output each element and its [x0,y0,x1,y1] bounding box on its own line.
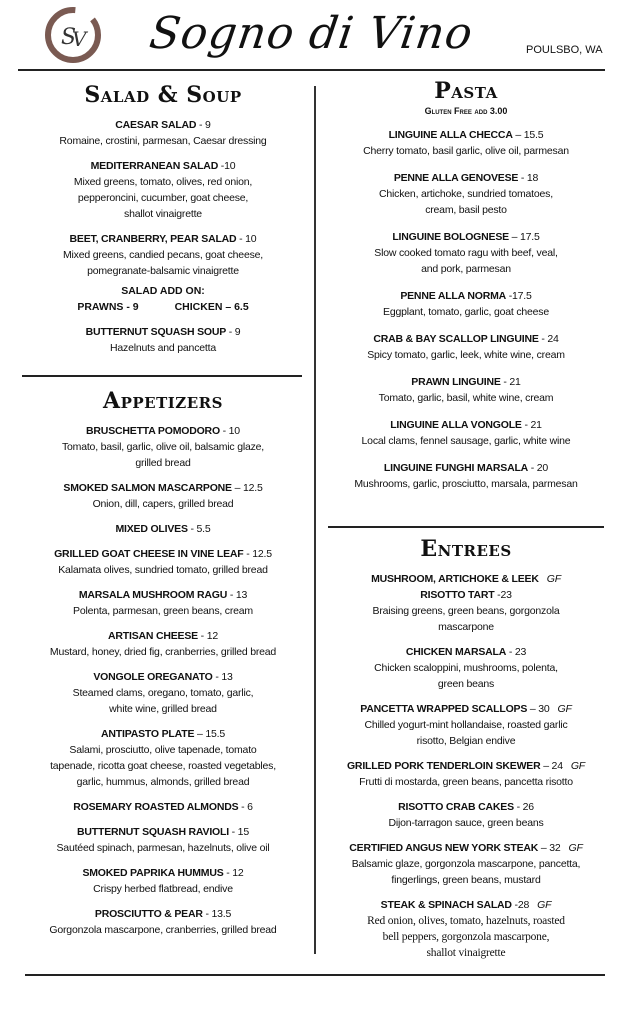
item-title-line [324,701,608,717]
item-description: Mixed greens, candied pecans, goat cheese, [63,249,263,261]
item-description: Crispy herbed flatbread, endive [93,883,233,895]
item-price: – 12.5 [231,482,263,494]
menu-item [324,758,608,790]
item-title-line [324,288,608,304]
item-price: - 26 [513,801,534,813]
item-description: Onion, dill, capers, grilled bread [92,498,234,510]
item-title-line [18,628,308,644]
item-name: PRAWN LINGUINE [411,376,501,388]
svg-text:V: V [72,27,87,51]
section-title: Appetizers [103,388,223,414]
item-price: - 12.5 [243,548,272,560]
menu-item [324,644,608,692]
item-title-line [18,669,308,685]
footer-rule [25,974,605,976]
item-name: PENNE ALLA NORMA [400,290,507,302]
menu-item [18,117,308,149]
gf-badge: GF [570,760,586,772]
item-description: white wine, grilled bread [109,703,217,715]
item-name: PENNE ALLA GENOVESE [393,172,519,184]
item-title-line [18,158,308,174]
menu-item [18,799,308,815]
item-title-line [18,231,308,247]
item-description: Steamed clams, oregano, tomato, garlic, [72,687,254,699]
addon-chicken: CHICKEN – 6.5 [174,301,249,313]
item-description: Spicy tomato, garlic, leek, white wine, cream [367,349,565,361]
item-name: BUTTERNUT SQUASH RAVIOLI [77,826,229,838]
item-description: shallot vinaigrette [124,208,202,220]
item-description: Local clams, fennel sausage, garlic, white wine [361,435,571,447]
item-description: Chicken, artichoke, sundried tomatoes, [379,188,553,200]
item-title-line [18,799,308,815]
item-name: LINGUINE FUNGHI MARSALA [383,462,529,474]
item-description: Braising greens, green beans, gorgonzola [372,605,560,617]
salad-divider [22,375,302,377]
item-description: fingerlings, green beans, mustard [391,874,541,886]
item-title-line [324,571,608,587]
salad-add-on [18,283,308,315]
item-description: Chilled yogurt-mint hollandaise, roasted garlic [364,719,568,731]
item-title-line [324,799,608,815]
item-title-line [18,324,308,340]
gf-badge: GF [568,842,583,854]
item-title-line [18,521,308,537]
item-name: GRILLED GOAT CHEESE IN VINE LEAF [54,548,244,560]
menu-item [324,331,608,363]
menu-item [324,127,608,159]
item-price: - 18 [518,172,539,184]
item-title-line [324,374,608,390]
location: POULSBO, WA [526,44,603,56]
item-title-line [324,897,608,913]
item-name: VONGOLE OREGANATO [93,671,213,683]
item-title-line [18,865,308,881]
gf-badge: GF [537,899,552,911]
item-description: Mushrooms, garlic, prosciutto, marsala, parmesan [354,478,578,490]
item-price: - 5.5 [187,523,211,535]
item-price: – 15.5 [194,728,225,740]
item-description: Dijon-tarragon sauce, green beans [388,817,544,829]
item-description: bell peppers, gorgonzola mascarpone, [382,931,550,943]
menu-item [324,799,608,831]
item-price: – 17.5 [508,231,540,243]
item-description: Tomato, garlic, basil, white wine, cream [378,392,554,404]
menu-item [18,628,308,660]
item-price: -10 [218,160,236,172]
item-name: PANCETTA WRAPPED SCALLOPS [360,703,528,715]
item-name: MIXED OLIVES [115,523,188,535]
item-description: pepperoncini, cucumber, goat cheese, [77,192,249,204]
item-price: – 15.5 [512,129,544,141]
item-description: Kalamata olives, sundried tomato, grilled bread [58,564,268,576]
item-title-line [324,331,608,347]
menu-item [18,906,308,938]
item-title-line [18,423,308,439]
item-price: -17.5 [506,290,532,302]
item-price: - 15 [228,826,249,838]
item-title-line [18,587,308,603]
item-description: pomegranate-balsamic vinaigrette [87,265,239,277]
item-description: cream, basil pesto [425,204,507,216]
item-description: Sautéed spinach, parmesan, hazelnuts, olive oil [56,842,270,854]
gf-badge: GF [557,703,572,715]
item-description: tapenade, ricotta goat cheese, roasted vegetables, [50,760,276,772]
item-price: – 24 [540,760,563,772]
item-description: Salami, prosciutto, olive tapenade, tomato [69,744,257,756]
section-title: Salad & Soup [84,82,242,108]
item-description: Cherry tomato, basil garlic, olive oil, parmesan [363,145,569,157]
column-divider [314,86,316,954]
menu-item [18,546,308,578]
item-name: BRUSCHETTA POMODORO [86,425,220,437]
item-title-line [324,758,608,774]
logo [42,6,104,64]
salad-soup-section [18,82,308,356]
item-name: CAESAR SALAD [115,119,197,131]
item-name: ANTIPASTO PLATE [101,728,195,740]
item-description: garlic, hummus, almonds, grilled bread [76,776,250,788]
item-description: risotto, Belgian endive [416,735,516,747]
header-rule [18,69,605,71]
item-description: Hazelnuts and pancetta [110,342,216,354]
menu-item [18,587,308,619]
item-description: Red onion, olives, tomato, hazelnuts, roasted [367,915,565,927]
item-price: - 9 [196,119,211,131]
menu-item [324,170,608,218]
item-description: Polenta, parmesan, green beans, cream [73,605,253,617]
menu-item [18,824,308,856]
item-name: ROSEMARY ROASTED ALMONDS [73,801,239,813]
menu-item [324,701,608,749]
menu-item [324,897,608,961]
item-name: LINGUINE ALLA CHECCA [388,129,513,141]
item-description: Mixed greens, tomato, olives, red onion, [73,176,253,188]
gf-badge: GF [546,573,561,585]
item-title-line [324,644,608,660]
menu-item [324,460,608,492]
item-price: - 13 [227,589,248,601]
item-price: - 12 [197,630,218,642]
item-description: Eggplant, tomato, garlic, goat cheese [383,306,549,318]
item-description: Romaine, crostini, parmesan, Caesar dressing [59,135,267,147]
item-name: CHICKEN MARSALA [405,646,507,658]
item-name: MARSALA MUSHROOM RAGU [78,589,228,601]
menu-item [324,417,608,449]
item-description: Tomato, basil, garlic, olive oil, balsamic glaze, [61,441,265,453]
item-price: - 23 [506,646,527,658]
item-description: Mustard, honey, dried fig, cranberries, grilled bread [49,646,277,658]
item-title-line [324,840,608,856]
item-title-line [324,170,608,186]
svg-text:S: S [61,25,77,50]
item-title-line [18,726,308,742]
addon-prawns: PRAWNS - 9 [77,301,139,313]
item-title-line [18,117,308,133]
item-name: RISOTTO CRAB CAKES [398,801,514,813]
item-name: MEDITERRANEAN SALAD [90,160,219,172]
item-price: -23 [494,589,512,601]
item-price: - 13 [212,671,233,683]
item-name: LINGUINE BOLOGNESE [392,231,509,243]
menu-item [18,158,308,222]
item-price: - 13.5 [202,908,232,920]
item-description: green beans [437,678,495,690]
item-title-line [324,127,608,143]
item-description: Chicken scaloppini, mushrooms, polenta, [374,662,558,674]
item-price: – 30 [527,703,550,715]
menu-item [18,324,308,356]
item-name: PROSCIUTTO & PEAR [94,908,203,920]
item-name: SMOKED SALMON MASCARPONE [63,482,232,494]
addon-label: SALAD ADD ON: [121,285,205,297]
item-description: Balsamic glaze, gorgonzola mascarpone, pancetta, [351,858,581,870]
item-name: GRILLED PORK TENDERLOIN SKEWER [346,760,541,772]
item-name: ARTISAN CHEESE [108,630,198,642]
item-name: CERTIFIED ANGUS NEW YORK STEAK [349,842,539,854]
item-name: STEAK & SPINACH SALAD [380,899,512,911]
item-description: Slow cooked tomato ragu with beef, veal, [374,247,558,259]
item-title-line [18,824,308,840]
menu-item [324,840,608,888]
menu-item [18,669,308,717]
item-name: BUTTERNUT SQUASH SOUP [85,326,227,338]
item-price: - 9 [226,326,241,338]
item-price: - 21 [521,419,542,431]
menu-item [18,480,308,512]
item-price: - 20 [528,462,549,474]
menu-item [324,229,608,277]
menu-item [18,726,308,790]
item-description: grilled bread [135,457,191,469]
appetizers-section [18,388,308,938]
menu-item [324,571,608,635]
menu-item [18,423,308,471]
item-description: shallot vinaigrette [426,947,506,959]
item-price: - 10 [219,425,240,437]
item-price: -28 [511,899,530,911]
item-price: - 6 [238,801,253,813]
item-description: Gorgonzola mascarpone, cranberries, grilled bread [49,924,277,936]
item-description: and pork, parmesan [421,263,511,275]
menu-item [18,231,308,279]
item-title-line [324,460,608,476]
item-description: Frutti di mostarda, green beans, pancetta risotto [359,776,573,788]
brand-title: Sogno di Vino [146,8,477,59]
item-price: - 24 [538,333,559,345]
item-name: BEET, CRANBERRY, PEAR SALAD [69,233,237,245]
entrees-section [324,536,608,961]
item-title-line [18,906,308,922]
item-name: CRAB & BAY SCALLOP LINGUINE [373,333,539,345]
item-title-line [324,229,608,245]
item-price: - 12 [223,867,244,879]
pasta-divider [328,526,604,528]
item-price: - 21 [500,376,521,388]
item-title-line [324,587,608,603]
section-subtitle: Gluten Free add 3.00 [424,106,508,116]
item-name: MUSHROOM, ARTICHOKE & LEEK [371,573,539,585]
menu-item [324,288,608,320]
menu-item [324,374,608,406]
pasta-section [324,78,608,492]
section-title: Entrees [420,536,512,562]
item-title-line [324,417,608,433]
item-name: SMOKED PAPRIKA HUMMUS [82,867,224,879]
item-title-line [18,546,308,562]
item-name: LINGUINE ALLA VONGOLE [390,419,522,431]
item-price: – 32 [538,842,561,854]
item-description: mascarpone [438,621,494,633]
menu-item [18,521,308,537]
item-price: - 10 [236,233,257,245]
menu-item [18,865,308,897]
item-name-cont: RISOTTO TART [420,589,495,601]
item-title-line [18,480,308,496]
section-title: Pasta [434,78,498,104]
